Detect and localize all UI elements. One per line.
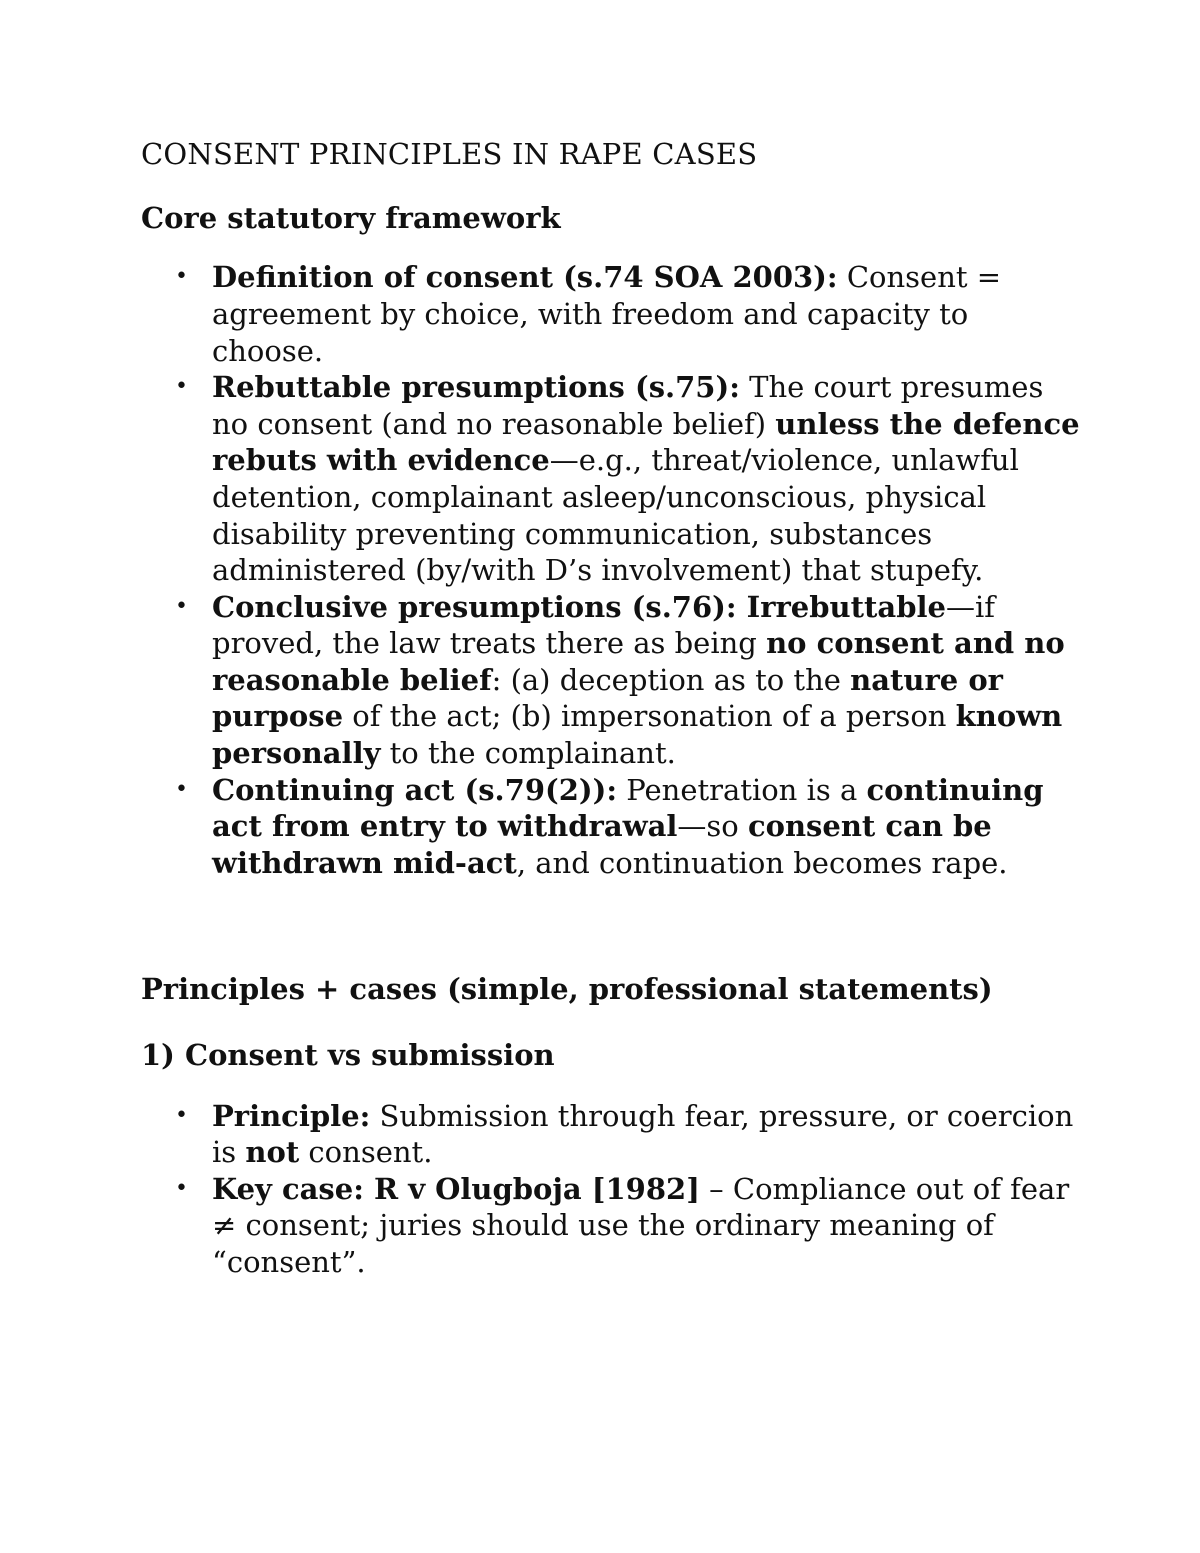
bold-term: consent can be withdrawn mid-act [212, 809, 992, 880]
item-text: consent. [299, 1135, 433, 1170]
item-text: Submission through fear, pressure, or coercion is [212, 1098, 1074, 1170]
bold-term: Key case: R v Olugboja [1982] [212, 1171, 700, 1206]
item-text: Penetration is a [617, 772, 867, 807]
list-item-definition-of-consent [175, 259, 1081, 369]
list-item-key-case [175, 1171, 1081, 1281]
item-text: Consent = agreement by choice, with freedom and capacity to choose. [212, 260, 1002, 368]
statutory-framework-list [141, 259, 1081, 881]
list-item-continuing-act [175, 772, 1081, 882]
section-spacer [141, 881, 1081, 971]
item-text: – Compliance out of fear ≠ consent; juries should use the ordinary meaning of “consent”. [212, 1171, 1070, 1280]
bold-term: known personally [212, 699, 1063, 771]
bullet-icon: • [175, 1175, 188, 1201]
document-page [141, 136, 1081, 1281]
bullet-icon: • [175, 374, 188, 400]
item-text: —so [677, 809, 748, 844]
list-item-conclusive-presumptions [175, 589, 1081, 772]
bullet-icon: • [175, 776, 188, 802]
bullet-icon: • [175, 1102, 188, 1128]
subheading-consent-vs-submission: 1) Consent vs submission [141, 1037, 555, 1072]
bullet-icon: • [175, 264, 188, 290]
list-item-principle [175, 1098, 1081, 1171]
item-text: , and continuation becomes rape. [516, 845, 1008, 880]
item-text: of the act; (b) impersonation of a person [343, 699, 956, 734]
bold-term: Definition of consent (s.74 SOA 2003): [212, 260, 838, 295]
consent-vs-submission-list [141, 1098, 1081, 1281]
bold-term: nature or purpose [212, 662, 1003, 734]
bold-term: Conclusive presumptions (s.76): Irrebuttable [212, 589, 946, 624]
list-item-rebuttable-presumptions [175, 369, 1081, 589]
document-title: CONSENT PRINCIPLES IN RAPE CASES [141, 137, 758, 171]
bold-term: Principle: [212, 1098, 371, 1133]
item-text: —if proved, the law treats there as being [212, 589, 995, 661]
item-text: : (a) deception as to the [491, 662, 851, 697]
bold-term: unless the defence rebuts with evidence [212, 406, 1080, 478]
bold-term: Continuing act (s.79(2)): [212, 772, 618, 807]
bold-term: continuing act from entry to withdrawal [212, 772, 1044, 844]
item-text: The court presumes no consent (and no reasonable belief) [212, 370, 1044, 441]
bold-term: no consent and no reasonable belief [212, 626, 1065, 697]
item-text: —e.g., threat/violence, unlawful detention, complainant asleep/unconscious, physical disability preventing communication, substances administered (by/with D’s involvement) that stupefy. [212, 443, 1019, 588]
bold-term: not [245, 1135, 300, 1170]
bullet-icon: • [175, 593, 188, 619]
section-heading-statutory-framework: Core statutory framework [141, 201, 561, 236]
bold-term: Rebuttable presumptions (s.75): [212, 370, 740, 405]
section-heading-principles-cases: Principles + cases (simple, professional statements) [141, 972, 993, 1007]
item-text: to the complainant. [380, 736, 676, 771]
